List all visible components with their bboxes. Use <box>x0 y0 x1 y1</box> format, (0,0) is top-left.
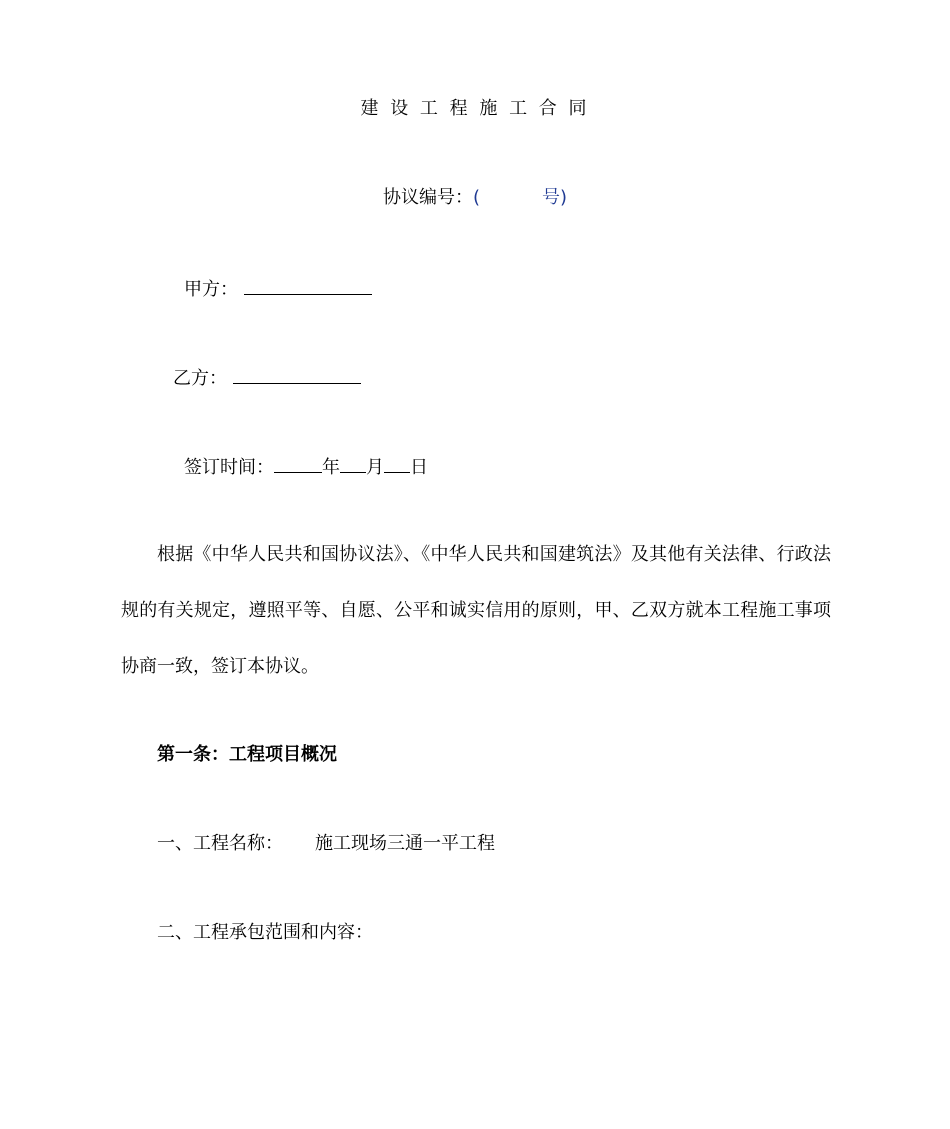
party-a-line <box>184 276 372 302</box>
article-1-heading: 第一条：工程项目概况 <box>157 744 337 765</box>
party-a-label: 甲方： <box>184 279 238 300</box>
agreement-number-line <box>0 186 950 210</box>
sign-month-label: 月 <box>366 457 384 478</box>
project-name-value: 施工现场三通一平工程 <box>315 833 495 854</box>
sign-year-label: 年 <box>322 457 340 478</box>
sign-day-blank <box>384 454 410 473</box>
sign-year-blank <box>274 454 322 473</box>
sign-date-label: 签订时间： <box>184 457 274 478</box>
sign-month-blank <box>340 454 366 473</box>
party-b-line <box>173 365 361 391</box>
sign-date-line <box>184 454 428 480</box>
project-name-label: 一、工程名称： <box>157 833 283 854</box>
project-name-line <box>157 832 495 856</box>
preamble-paragraph: 根据《中华人民共和国协议法》、《中华人民共和国建筑法》及其他有关法律、行政法规的有关规定，遵照平等、自愿、公平和诚实信用的原则，甲、乙双方就本工程施工事项协商一致，签订本协议。 <box>121 544 831 677</box>
sign-day-label: 日 <box>410 457 428 478</box>
document-title: 建 设 工 程 施 工 合 同 <box>360 98 590 119</box>
agreement-number-label: 协议编号： <box>382 187 473 208</box>
party-b-blank <box>233 365 361 384</box>
scope-label: 二、工程承包范围和内容： <box>157 922 373 943</box>
agreement-number-open-paren: ( <box>472 187 480 208</box>
party-a-blank <box>244 276 372 295</box>
party-b-label: 乙方： <box>173 368 227 389</box>
agreement-number-suffix: 号) <box>542 187 568 208</box>
